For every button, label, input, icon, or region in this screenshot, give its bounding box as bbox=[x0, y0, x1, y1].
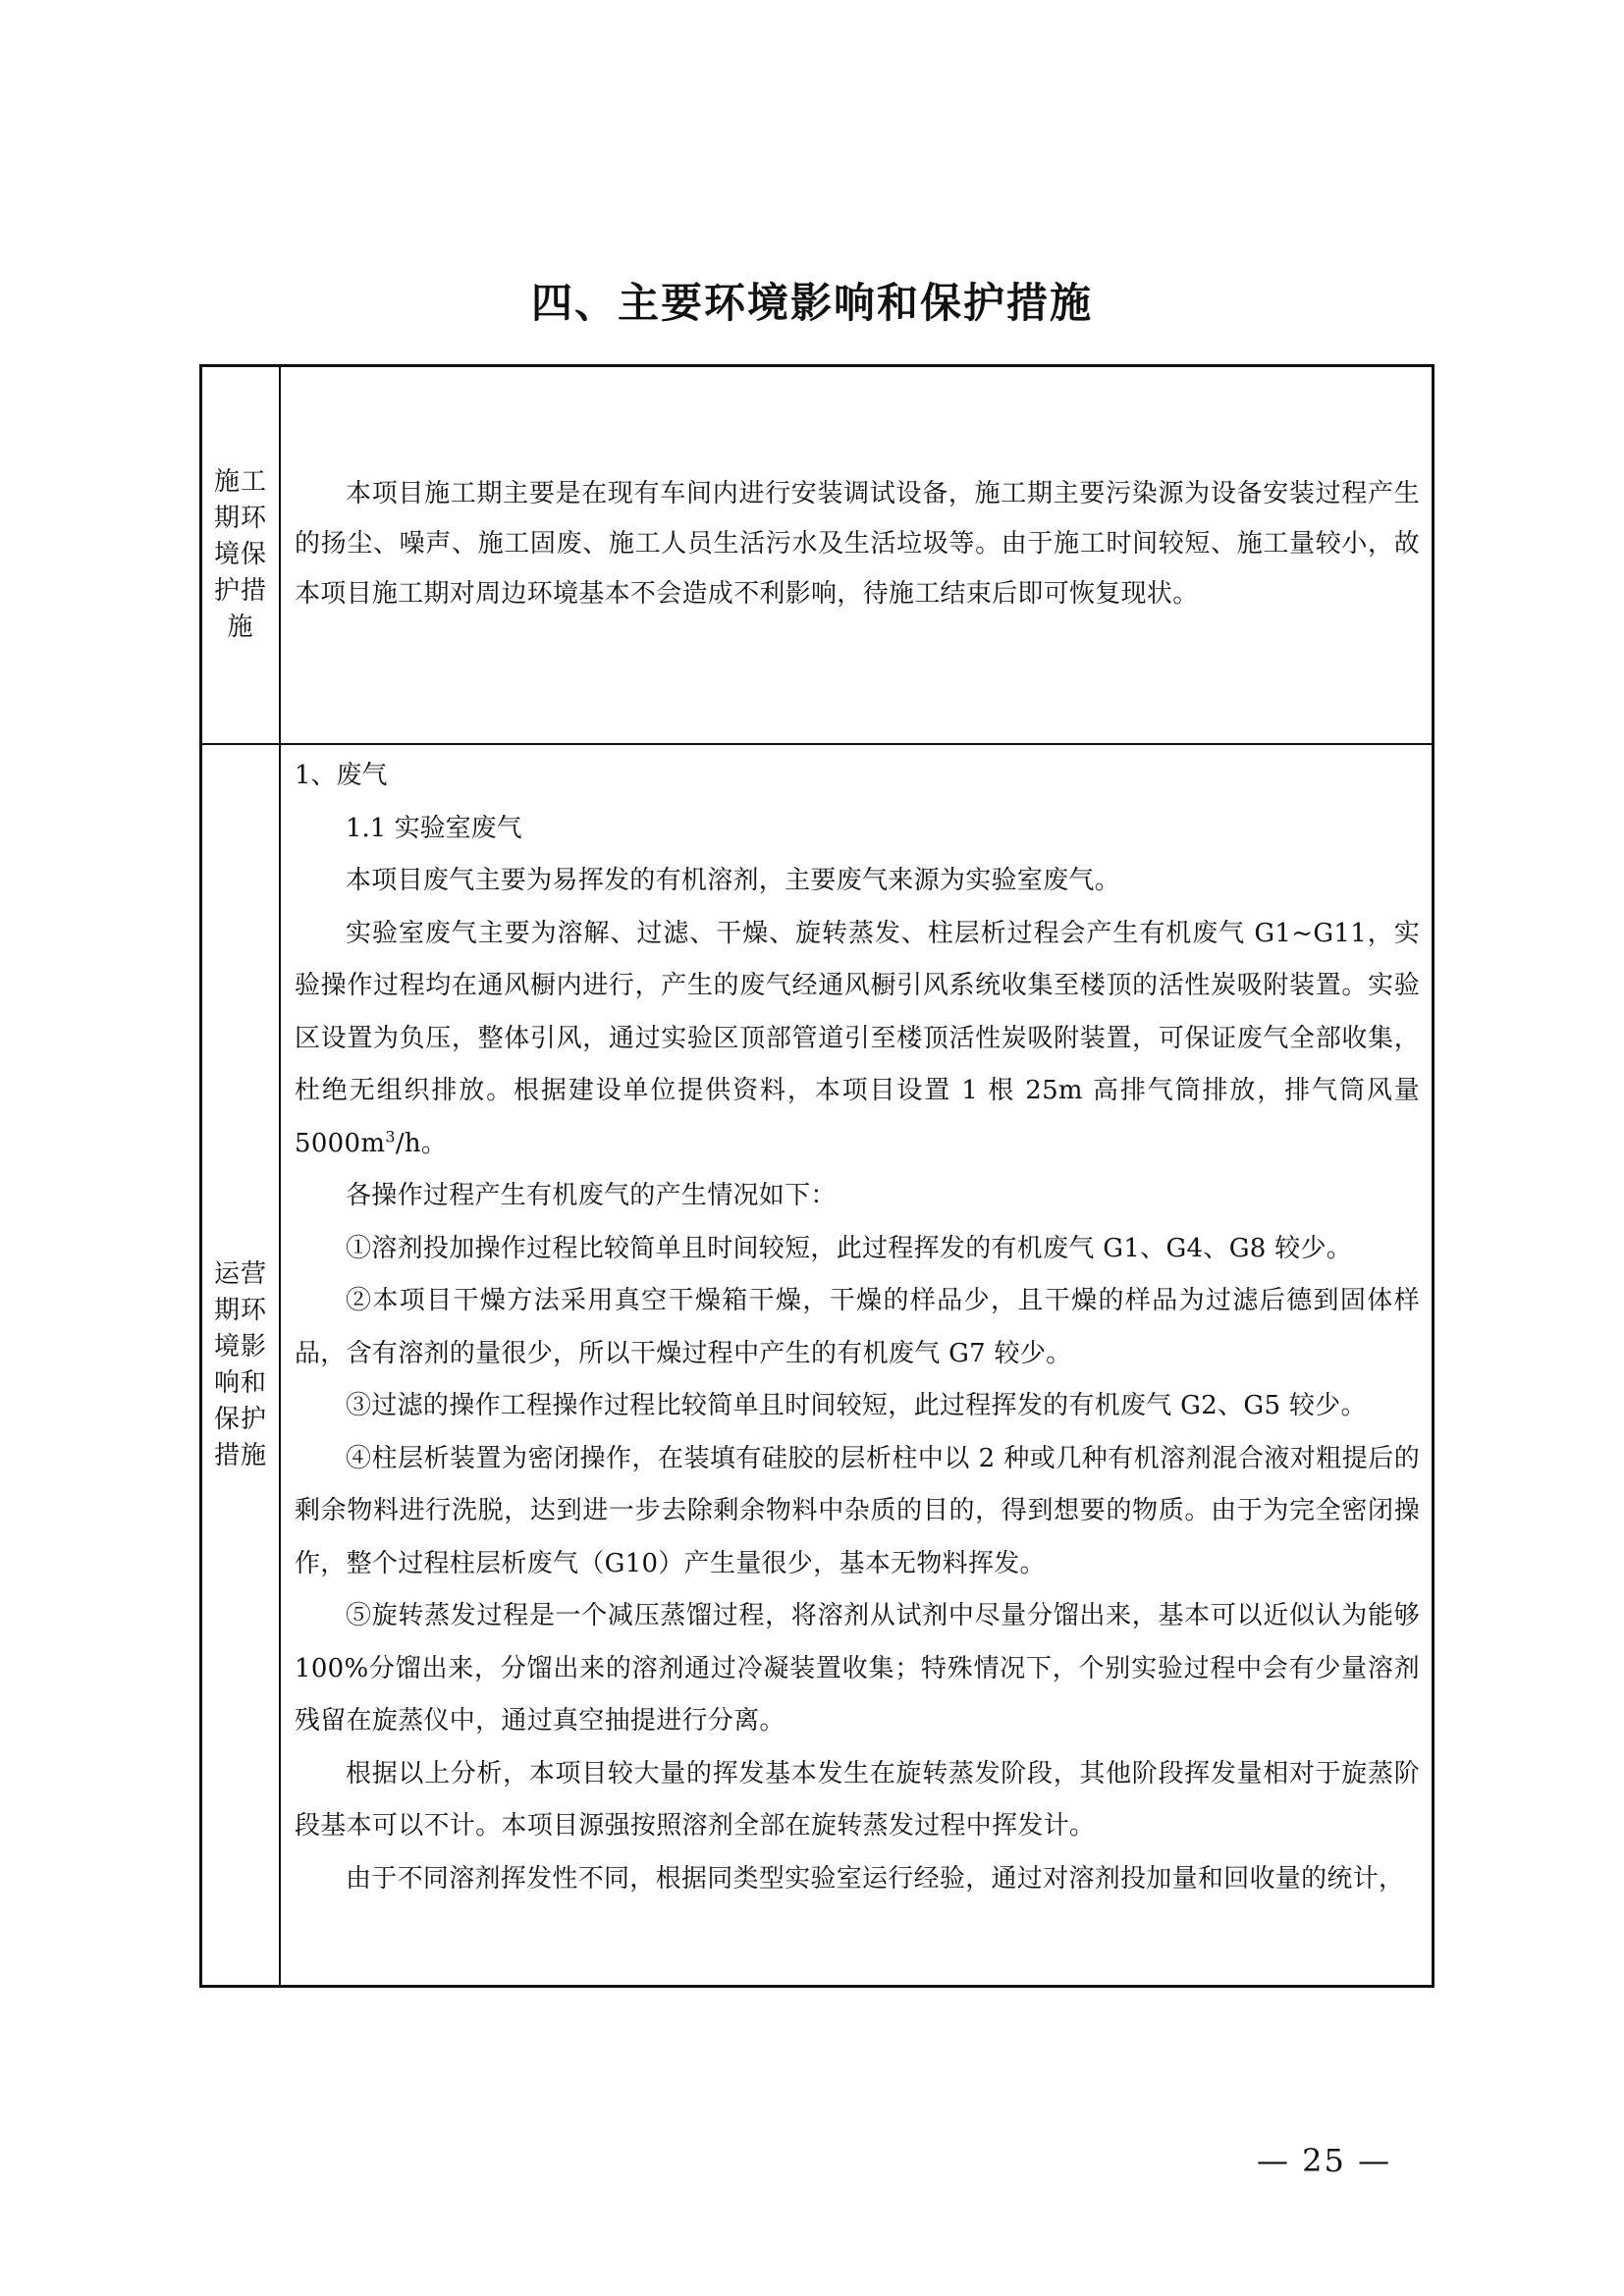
construction-label: 施工期环境保护措施 bbox=[213, 467, 267, 642]
construction-label-cell bbox=[202, 367, 281, 743]
paragraph-6: ③过滤的操作工程操作过程比较简单且时间较短，此过程挥发的有机废气 G2、G5 较少。 bbox=[346, 1391, 1367, 1420]
paragraph-1: 本项目废气主要为易挥发的有机溶剂，主要废气来源为实验室废气。 bbox=[346, 866, 1121, 895]
paragraph-10: 由于不同溶剂挥发性不同，根据同类型实验室运行经验，通过对溶剂投加量和回收量的统计， bbox=[346, 1863, 1405, 1894]
paragraph-9: 根据以上分析，本项目较大量的挥发基本发生在旋转蒸发阶段，其他阶段挥发量相对于旋蒸阶段基本可以不计。本项目源强按照溶剂全部在旋转蒸发过程中挥发计。 bbox=[295, 1758, 1420, 1841]
page-title: 四、主要环境影响和保护措施 bbox=[530, 279, 1093, 327]
paragraph-7: ④柱层析装置为密闭操作，在装填有硅胶的层析柱中以 2 种或几种有机溶剂混合液对粗提后的剩余物料进行洗脱，达到进一步去除剩余物料中杂质的目的，得到想要的物质。由于为完全密闭操作，整个过程柱层析废气（G10）产生量很少，基本无物料挥发。 bbox=[295, 1443, 1420, 1578]
construction-paragraph: 本项目施工期主要是在现有车间内进行安装调试设备，施工期主要污染源为设备安装过程产生的扬尘、噪声、施工固废、施工人员生活污水及生活垃圾等。由于施工时间较短、施工量较小，故本项目施工期对周边环境基本不会造成不利影响，待施工结束后即可恢复现状。 bbox=[295, 479, 1420, 609]
paragraph-4: ①溶剂投加操作过程比较简单且时间较短，此过程挥发的有机废气 G1、G4、G8 较少。 bbox=[346, 1233, 1353, 1263]
page-number: — 25 — bbox=[1257, 2142, 1392, 2179]
paragraph-8: ⑤旋转蒸发过程是一个减压蒸馏过程，将溶剂从试剂中尽量分馏出来，基本可以近似认为能够 100%分馏出来，分馏出来的溶剂通过冷凝装置收集；特殊情况下，个别实验过程中会有少量溶剂残留在旋蒸仪中，通过真空抽提进行分离。 bbox=[295, 1601, 1420, 1735]
operation-label: 运营期环境影响和保护措施 bbox=[213, 1258, 267, 1470]
unit-superscript: 3 bbox=[385, 1126, 396, 1146]
construction-content-cell bbox=[281, 367, 1432, 743]
paragraph-5: ②本项目干燥方法采用真空干燥箱干燥，干燥的样品少，且干燥的样品为过滤后德到固体样品，含有溶剂的量很少，所以干燥过程中产生的有机废气 G7 较少。 bbox=[295, 1286, 1420, 1368]
section-heading-waste-gas: 1、废气 bbox=[295, 761, 388, 790]
paragraph-2 bbox=[295, 908, 1420, 1171]
paragraph-2-text: 实验室废气主要为溶解、过滤、干燥、旋转蒸发、柱层析过程会产生有机废气 G1~G11，实验操作过程均在通风橱内进行，产生的废气经通风橱引风系统收集至楼顶的活性炭吸附装置。实验区设置为负压，整体引风，通过实验区顶部管道引至楼顶活性炭吸附装置，可保证废气全部收集，杜绝无组织排放。根据建设单位提供资料，本项目设置 1 根 25m 高排气筒排放，排气筒风量 5000m bbox=[295, 918, 1420, 1158]
paragraph-3: 各操作过程产生有机废气的产生情况如下： bbox=[346, 1181, 837, 1210]
measures-table bbox=[199, 364, 1435, 1988]
operation-label-cell bbox=[202, 745, 281, 1985]
operation-period-row bbox=[202, 745, 1432, 1985]
operation-content-cell bbox=[281, 745, 1432, 1985]
construction-period-row bbox=[202, 367, 1432, 745]
subsection-heading-lab-waste-gas: 1.1 实验室废气 bbox=[346, 813, 522, 843]
paragraph-2-tail: /h。 bbox=[395, 1128, 448, 1158]
